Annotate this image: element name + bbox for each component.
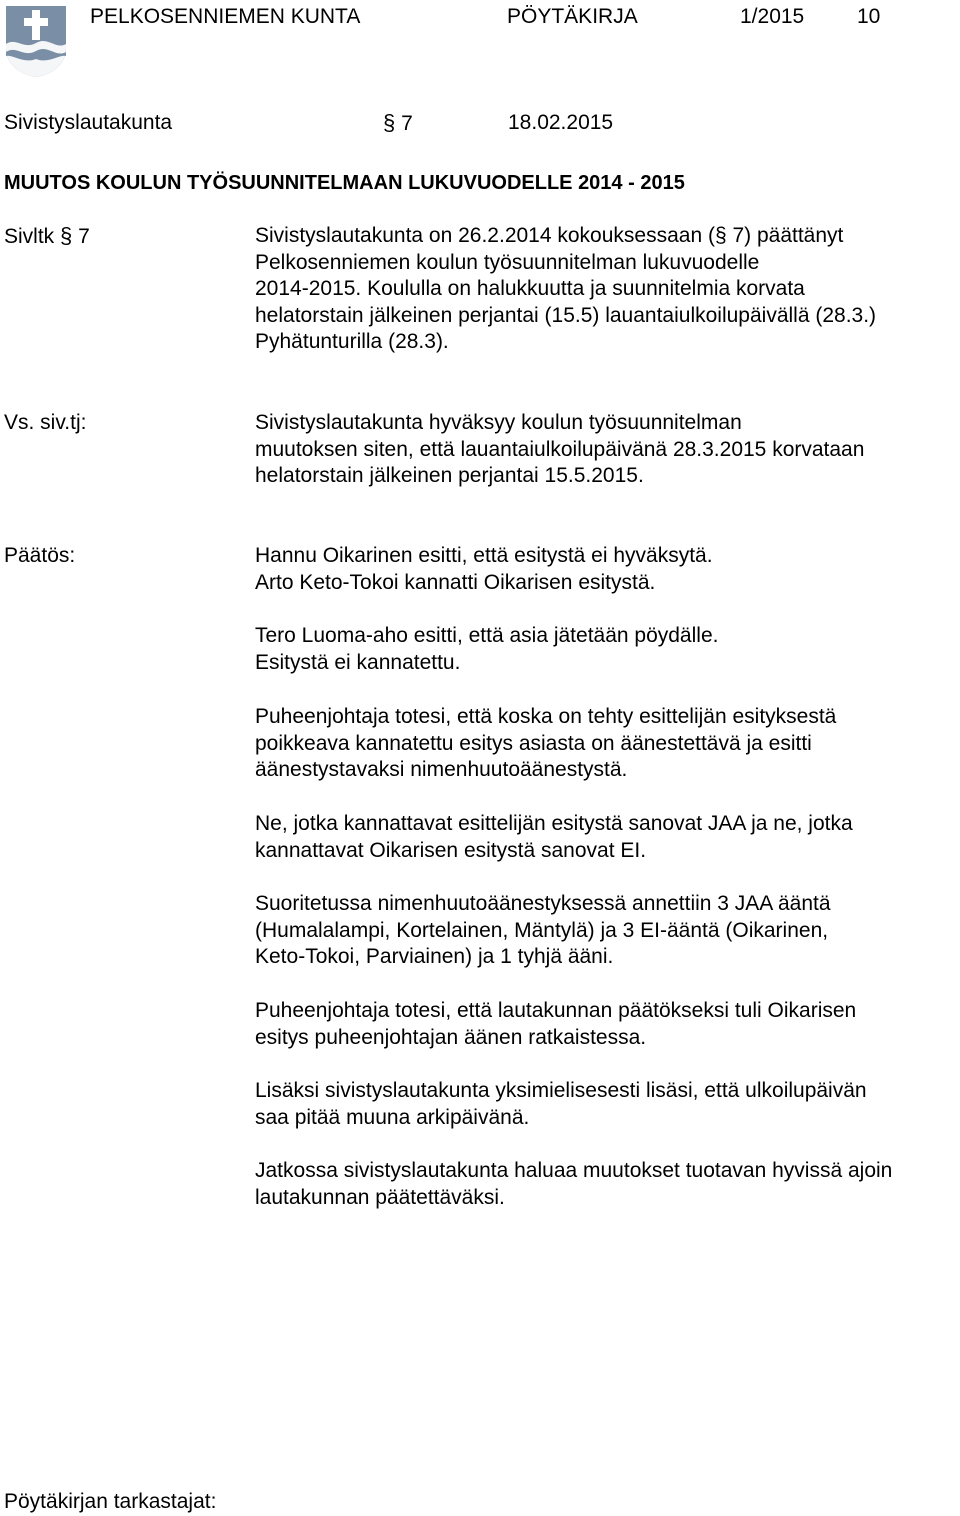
text-line: Sivistyslautakunta hyväksyy koulun työsuunnitelman (255, 411, 742, 434)
text-line: Pelkosenniemen koulun työsuunnitelman lukuvuodelle (255, 250, 760, 274)
municipality-name: PELKOSENNIEMEN KUNTA (90, 5, 361, 28)
coat-of-arms-icon (4, 4, 68, 78)
text-line: poikkeava kannatettu esitys asiasta on äänestettävä ja esitti (255, 731, 812, 755)
text-line: kannattavat Oikarisen esitystä sanovat EI. (255, 838, 647, 862)
text-line: Tero Luoma-aho esitti, että asia jätetään pöydälle. (255, 624, 719, 647)
document-title: MUUTOS KOULUN TYÖSUUNNITELMAAN LUKUVUODELLE 2014 - 2015 (4, 172, 685, 194)
decision-paragraph (255, 998, 960, 1051)
text-line: helatorstain jälkeinen perjantai (15.5) lauantaiulkoilupäivällä (28.3.) (255, 303, 877, 327)
text-line: esitys puheenjohtajan äänen ratkaistessa. (255, 1025, 647, 1049)
text-line: helatorstain jälkeinen perjantai 15.5.2015. (255, 464, 644, 488)
proposal-text (255, 410, 960, 490)
decision-paragraph (255, 704, 960, 784)
text-line: Puheenjohtaja totesi, että koska on tehty esittelijän esityksestä (255, 705, 837, 728)
text-line: muutoksen siten, että lauantaiulkoilupäivänä 28.3.2015 korvataan (255, 437, 865, 461)
section-number: 7 (401, 112, 413, 135)
text-line: äänestystavaksi nimenhuutoäänestystä. (255, 758, 628, 782)
decision-paragraph (255, 623, 960, 676)
document-type: PÖYTÄKIRJA (507, 5, 638, 28)
text-line: Sivistyslautakunta on 26.2.2014 kokouksessaan (§ 7) päättänyt (255, 224, 844, 247)
text-line: saa pitää muuna arkipäivänä. (255, 1105, 530, 1129)
document-number: 1/2015 (740, 5, 805, 28)
decision-paragraph (255, 891, 960, 971)
text-line: Suoritetussa nimenhuutoäänestyksessä annettiin 3 JAA ääntä (255, 892, 831, 915)
text-line: Lisäksi sivistyslautakunta yksimielisesesti lisäsi, että ulkoilupäivän (255, 1079, 867, 1102)
sivltk-label: Sivltk § 7 (4, 223, 90, 248)
minutes-checkers-label: Pöytäkirjan tarkastajat: (4, 1490, 217, 1513)
section-sign: § (383, 110, 396, 135)
text-line: (Humalalampi, Kortelainen, Mäntylä) ja 3 EI-ääntä (Oikarinen, (255, 918, 829, 942)
decision-paragraph (255, 1158, 960, 1211)
text-line: lautakunnan päätettäväksi. (255, 1185, 505, 1209)
section-reference (383, 110, 413, 137)
decision-paragraph (255, 1078, 960, 1131)
decision-label: Päätös: (4, 544, 76, 567)
committee-name: Sivistyslautakunta (4, 111, 173, 134)
text-line: Keto-Tokoi, Parviainen) ja 1 tyhjä ääni. (255, 945, 614, 969)
text-line: Puheenjohtaja totesi, että lautakunnan päätökseksi tuli Oikarisen (255, 999, 857, 1022)
text-line: Esitystä ei kannatettu. (255, 650, 461, 674)
sivltk-text (255, 223, 960, 356)
text-line: Pyhätunturilla (28.3). (255, 330, 449, 354)
text-line: Arto Keto-Tokoi kannatti Oikarisen esitystä. (255, 570, 656, 594)
decision-paragraph (255, 811, 960, 864)
page-number: 10 (857, 5, 881, 28)
decision-paragraph (255, 543, 960, 596)
meeting-date: 18.02.2015 (508, 111, 614, 134)
proposal-label: Vs. siv.tj: (4, 411, 87, 434)
text-line: 2014-2015. Koululla on halukkuutta ja suunnitelmia korvata (255, 277, 805, 301)
text-line: Hannu Oikarinen esitti, että esitystä ei hyväksytä. (255, 544, 713, 567)
text-line: Jatkossa sivistyslautakunta haluaa muutokset tuotavan hyvissä ajoin (255, 1159, 893, 1182)
text-line: Ne, jotka kannattavat esittelijän esitystä sanovat JAA ja ne, jotka (255, 812, 853, 835)
